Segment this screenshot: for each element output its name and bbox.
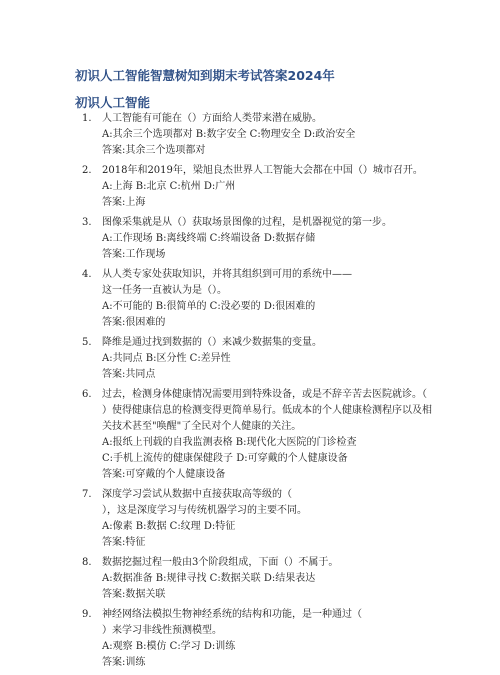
question-text: 这一任务一直被认为是（）。 [102,285,227,296]
question-answer: 答案:共同点 [102,369,156,380]
question-item [82,487,442,551]
question-item [82,267,442,331]
question-options: A:数据准备 B:规律寻找 C:数据关联 D:结果表达 [102,573,316,584]
question-text: 从人类专家处获取知识，并将其组织到可用的系统中—— [102,269,352,280]
question-text: ）使得健康信息的检测变得更简单易行。低成本的个人健康检测程序以及相 [102,405,432,416]
document-title: 初识人工智能智慧树知到期末考试答案2024年 [75,68,335,83]
question-options: A:其余三个选项都对 B:数字安全 C:物理安全 D:政治安全 [102,129,356,140]
question-options: C:手机上流传的健康保健段子 D:可穿戴的个人健康设备 [102,453,348,464]
question-answer: 答案:上海 [102,197,146,208]
question-text: 神经网络法模拟生物神经系统的结构和功能，是一种通过（ [102,609,362,620]
question-text: ），这是深度学习与传统机器学习的主要不同。 [102,505,307,516]
question-number: 7. [82,489,92,500]
question-number: 9. [82,609,92,620]
question-answer: 答案:数据关联 [102,589,166,600]
question-options: A:报纸上刊载的自我监测表格 B:现代化大医院的门诊检查 [102,437,357,448]
question-number: 8. [82,557,92,568]
question-number: 6. [82,389,92,400]
question-text: 2018年和2019年，梁旭良杰世界人工智能大会都在中国（）城市召开。 [102,165,423,176]
question-number: 2. [82,165,92,176]
question-item [82,607,442,671]
question-answer: 答案:其余三个选项都对 [102,145,206,156]
question-item [82,163,442,211]
question-item [82,111,442,159]
question-item [82,215,442,263]
question-number: 5. [82,337,92,348]
question-item [82,555,442,603]
question-text: 深度学习尝试从数据中直接获取高等级的（ [102,489,292,500]
question-options: A:观察 B:模仿 C:学习 D:训练 [102,641,236,652]
question-text: 数据挖掘过程一般由3个阶段组成，下面（）不属于。 [102,557,339,568]
question-number: 3. [82,217,92,228]
question-options: A:共同点 B:区分性 C:差异性 [102,353,231,364]
question-text: 图像采集就是从（）获取场景图像的过程，是机器视觉的第一步。 [102,217,392,228]
question-options: A:不可能的 B:很简单的 C:没必要的 D:很困难的 [102,301,316,312]
question-number: 1. [82,113,92,124]
question-options: A:上海 B:北京 C:杭州 D:广州 [102,181,236,192]
question-answer: 答案:可穿戴的个人健康设备 [102,469,226,480]
question-text: 人工智能有可能在（）方面给人类带来潜在威胁。 [102,113,322,124]
question-options: A:工作现场 B:离线终端 C:终端设备 D:数据存储 [102,233,316,244]
question-answer: 答案:很困难的 [102,317,166,328]
question-answer: 答案:工作现场 [102,249,166,260]
question-text: 降维是通过找到数据的（）来减少数据集的变量。 [102,337,322,348]
question-text: ）来学习非线性预测模型。 [102,625,222,636]
question-options: A:像素 B:数据 C:纹理 D:特征 [102,521,236,532]
question-answer: 答案:训练 [102,657,146,668]
question-text: 关技术甚至"唤醒"了全民对个人健康的关注。 [102,421,302,432]
question-answer: 答案:特征 [102,537,146,548]
question-list [82,111,442,675]
question-number: 4. [82,269,92,280]
section-heading: 初识人工智能 [75,95,151,110]
question-item [82,335,442,383]
question-item [82,387,442,483]
question-text: 过去，检测身体健康情况需要用到特殊设备，或是不辞辛苦去医院就诊。（ [102,389,427,400]
